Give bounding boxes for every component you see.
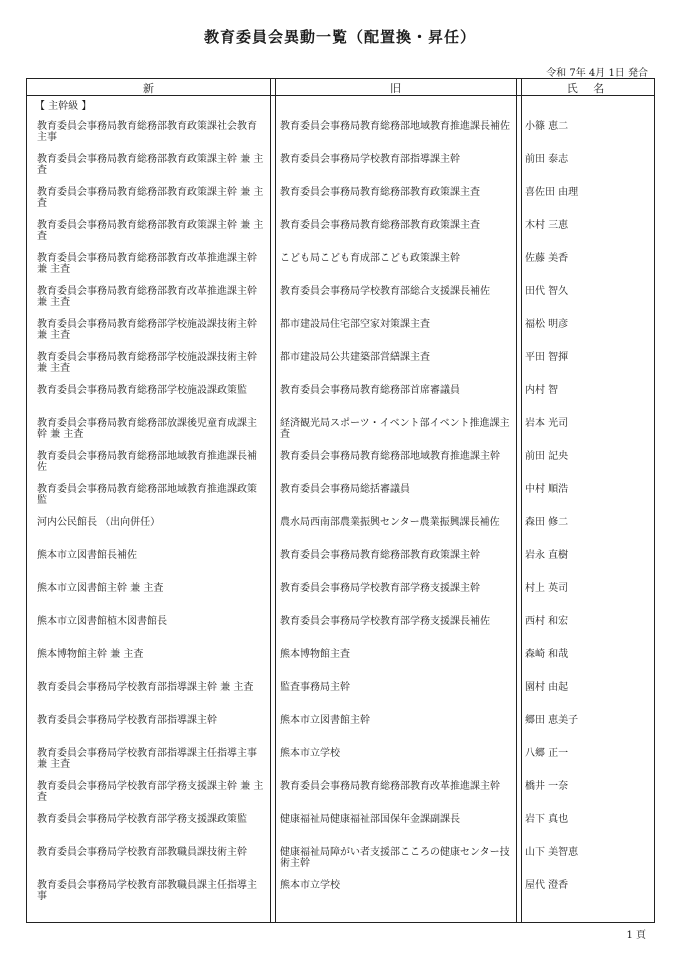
new-position: 教育委員会事務局教育総務部教育政策課主幹 兼 主査 <box>37 220 264 242</box>
person-name: 喜佐田 由理 <box>525 187 579 198</box>
new-position: 熊本市立図書館植木図書館長 <box>37 616 167 627</box>
person-name: 山下 美智恵 <box>525 847 579 858</box>
new-position: 教育委員会事務局教育総務部地域教育推進課長補佐 <box>37 451 257 473</box>
person-name: 園村 由起 <box>525 682 569 693</box>
new-position: 教育委員会事務局教育総務部学校施設課技術主幹 兼 主査 <box>37 352 257 374</box>
column-header-old: 旧 <box>390 82 401 95</box>
old-position: 教育委員会事務局教育総務部教育政策課主査 <box>280 187 480 198</box>
table-row <box>27 319 656 352</box>
old-position: 熊本市立図書館主幹 <box>280 715 370 726</box>
table-row <box>27 682 656 715</box>
personnel-table <box>26 78 655 923</box>
old-position: 教育委員会事務局総括審議員 <box>280 484 410 495</box>
table-row <box>27 187 656 220</box>
person-name: 前田 泰志 <box>525 154 569 165</box>
new-position: 熊本市立図書館長補佐 <box>37 550 137 561</box>
new-position: 教育委員会事務局学校教育部指導課主任指導主事 兼 主査 <box>37 748 257 770</box>
person-name: 佐藤 美香 <box>525 253 569 264</box>
old-position: 熊本市立学校 <box>280 880 340 891</box>
table-row <box>27 550 656 583</box>
new-position: 教育委員会事務局学校教育部学務支援課政策監 <box>37 814 247 825</box>
new-position: 教育委員会事務局教育総務部地域教育推進課政策監 <box>37 484 257 506</box>
person-name: 岩永 直樹 <box>525 550 569 561</box>
issue-date: 令和 7年 4月 1日 発合 <box>546 68 648 79</box>
person-name: 田代 智久 <box>525 286 569 297</box>
new-position: 教育委員会事務局学校教育部指導課主幹 兼 主査 <box>37 682 254 693</box>
new-position: 教育委員会事務局学校教育部学務支援課主幹 兼 主査 <box>37 781 264 803</box>
table-row <box>27 649 656 682</box>
column-header-name: 氏 名 <box>566 82 611 95</box>
old-position: 教育委員会事務局学校教育部学務支援課主幹 <box>280 583 480 594</box>
table-row <box>27 814 656 847</box>
new-position: 教育委員会事務局教育総務部教育政策課主幹 兼 主査 <box>37 154 264 176</box>
new-position: 教育委員会事務局学校教育部教職員課主任指導主事 <box>37 880 257 902</box>
new-position: 教育委員会事務局教育総務部学校施設課政策監 <box>37 385 247 396</box>
person-name: 小篠 恵二 <box>525 121 569 132</box>
person-name: 西村 和宏 <box>525 616 569 627</box>
person-name: 平田 智揮 <box>525 352 569 363</box>
old-position: 都市建設局公共建築部営繕課主査 <box>280 352 430 363</box>
table-row <box>27 418 656 451</box>
new-position: 教育委員会事務局教育総務部学校施設課技術主幹 兼 主査 <box>37 319 257 341</box>
table-row <box>27 253 656 286</box>
table-row <box>27 385 656 418</box>
person-name: 森田 修二 <box>525 517 569 528</box>
table-row <box>27 583 656 616</box>
table-row <box>27 847 656 880</box>
table-row <box>27 220 656 253</box>
new-position: 教育委員会事務局教育総務部教育改革推進課主幹 兼 主査 <box>37 286 257 308</box>
old-position: 経済観光局スポーツ・イベント部イベント推進課主査 <box>280 418 510 440</box>
table-row <box>27 451 656 484</box>
old-position: 教育委員会事務局学校教育部指導課主幹 <box>280 154 460 165</box>
new-position: 教育委員会事務局学校教育部指導課主幹 <box>37 715 217 726</box>
old-position: 教育委員会事務局教育総務部教育政策課主査 <box>280 220 480 231</box>
section-heading: 【 主幹級 】 <box>35 101 92 112</box>
old-position: 教育委員会事務局学校教育部学務支援課長補佐 <box>280 616 490 627</box>
old-position: 農水局西南部農業振興センター農業振興課長補佐 <box>280 517 500 528</box>
table-row <box>27 286 656 319</box>
person-name: 中村 順浩 <box>525 484 569 495</box>
new-position: 教育委員会事務局学校教育部教職員課技術主幹 <box>37 847 247 858</box>
old-position: 教育委員会事務局教育総務部地域教育推進課長補佐 <box>280 121 510 132</box>
old-position: 教育委員会事務局教育総務部地域教育推進課主幹 <box>280 451 500 462</box>
table-row <box>27 748 656 781</box>
old-position: 熊本博物館主査 <box>280 649 350 660</box>
new-position: 教育委員会事務局教育総務部教育改革推進課主幹 兼 主査 <box>37 253 257 275</box>
old-position: 教育委員会事務局学校教育部総合支援課長補佐 <box>280 286 490 297</box>
column-header-new: 新 <box>143 82 154 95</box>
old-position: 健康福祉局健康福祉部国保年金課副課長 <box>280 814 460 825</box>
person-name: 前田 記央 <box>525 451 569 462</box>
table-row <box>27 715 656 748</box>
new-position: 教育委員会事務局教育総務部放課後児童育成課主幹 兼 主査 <box>37 418 257 440</box>
person-name: 岩下 真也 <box>525 814 569 825</box>
table-row <box>27 781 656 814</box>
person-name: 内村 智 <box>525 385 559 396</box>
person-name: 八郷 正一 <box>525 748 569 759</box>
new-position: 教育委員会事務局教育総務部教育政策課主幹 兼 主査 <box>37 187 264 209</box>
document-title: 教育委員会異動一覧（配置換・昇任） <box>203 28 476 46</box>
person-name: 村上 英司 <box>525 583 569 594</box>
table-row <box>27 616 656 649</box>
old-position: 教育委員会事務局教育総務部首席審議員 <box>280 385 460 396</box>
old-position: 監査事務局主幹 <box>280 682 350 693</box>
page-number: 1 頁 <box>626 930 646 941</box>
table-row <box>27 121 656 154</box>
old-position: 熊本市立学校 <box>280 748 340 759</box>
person-name: 木村 三恵 <box>525 220 569 231</box>
old-position: 教育委員会事務局教育総務部教育改革推進課主幹 <box>280 781 500 792</box>
person-name: 屋代 澄香 <box>525 880 569 891</box>
new-position: 熊本博物館主幹 兼 主査 <box>37 649 144 660</box>
person-name: 橋井 一奈 <box>525 781 569 792</box>
person-name: 福松 明彦 <box>525 319 569 330</box>
new-position: 河内公民館長 （出向併任） <box>37 517 161 528</box>
old-position: こども局こども育成部こども政策課主幹 <box>280 253 460 264</box>
new-position: 熊本市立図書館主幹 兼 主査 <box>37 583 164 594</box>
table-row <box>27 484 656 517</box>
table-row <box>27 880 656 913</box>
person-name: 郷田 恵美子 <box>525 715 579 726</box>
person-name: 岩本 光司 <box>525 418 569 429</box>
old-position: 都市建設局住宅部空家対策課主査 <box>280 319 430 330</box>
table-row <box>27 352 656 385</box>
new-position: 教育委員会事務局教育総務部教育政策課社会教育主事 <box>37 121 257 143</box>
old-position: 教育委員会事務局教育総務部教育政策課主幹 <box>280 550 480 561</box>
person-name: 森崎 和哉 <box>525 649 569 660</box>
table-row <box>27 154 656 187</box>
table-row <box>27 517 656 550</box>
old-position: 健康福祉局障がい者支援部こころの健康センター技術主幹 <box>280 847 510 869</box>
